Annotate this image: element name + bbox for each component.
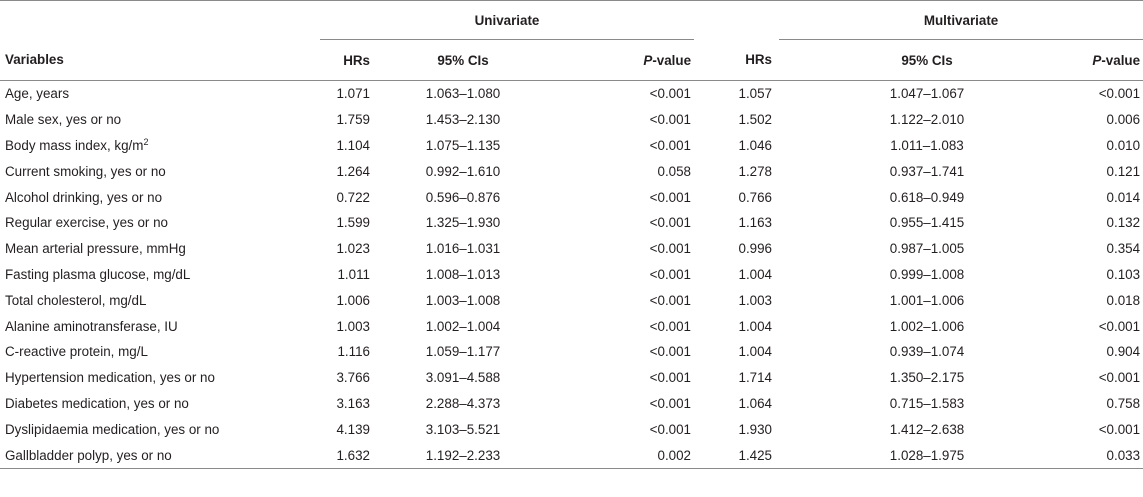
column-header-multivariate-cis: 95% CIs: [841, 40, 1013, 81]
cell-variable: [0, 416, 320, 442]
variable-label: Diabetes medication, yes or no: [5, 395, 189, 411]
cell-multivariate-ci: 0.955–1.415: [889, 215, 965, 231]
column-header-multivariate-pvalue: [1013, 40, 1143, 81]
cell-univariate-p: <0.001: [649, 395, 692, 411]
variable-label: Gallbladder polyp, yes or no: [5, 447, 172, 463]
column-header-univariate-hrs: HRs: [320, 40, 377, 81]
cell-univariate-p: <0.001: [649, 215, 692, 231]
cell-multivariate-ci: 1.002–1.006: [889, 318, 965, 334]
cell-multivariate-p: 0.132: [1106, 215, 1141, 231]
table-row: [0, 133, 1143, 159]
cell-gap: [779, 287, 841, 313]
cell-univariate-hr: 1.006: [336, 292, 370, 308]
cell-gap: [779, 133, 841, 159]
cell-multivariate-p: 0.010: [1106, 137, 1141, 153]
variable-label: Alcohol drinking, yes or no: [5, 189, 163, 205]
table-row: [0, 210, 1143, 236]
table-row: [0, 81, 1143, 107]
cell-multivariate-ci: 0.999–1.008: [889, 266, 965, 282]
cell-variable: [0, 81, 320, 107]
cell-multivariate-ci: 1.350–2.175: [889, 370, 965, 386]
cell-gap: [779, 262, 841, 288]
cell-multivariate-hr: 1.714: [738, 370, 773, 386]
table-row: [0, 339, 1143, 365]
cell-univariate-ci: 1.003–1.008: [425, 292, 501, 308]
cell-univariate-ci: 1.008–1.013: [425, 266, 501, 282]
cell-univariate-hr: 1.104: [336, 137, 370, 153]
table-row: [0, 365, 1143, 391]
cell-univariate-ci: 1.192–2.233: [377, 442, 549, 468]
cell-gap: [779, 184, 841, 210]
cell-multivariate-p: <0.001: [1098, 421, 1141, 437]
cell-univariate-hr: 1.599: [336, 215, 370, 231]
cell-gap: [779, 442, 841, 468]
cell-multivariate-ci: 0.939–1.074: [889, 344, 965, 360]
table-row: [0, 287, 1143, 313]
variable-label: Mean arterial pressure, mmHg: [5, 241, 186, 257]
cell-variable: [0, 391, 320, 417]
cell-multivariate-hr: 1.064: [738, 395, 773, 411]
p-suffix: -value: [652, 52, 692, 68]
variable-label: Body mass index, kg/m: [5, 137, 144, 153]
table-row: [0, 107, 1143, 133]
cell-univariate-ci: 0.596–0.876: [425, 189, 501, 205]
cell-univariate-hr: 1.264: [336, 163, 370, 179]
cell-gap: [779, 158, 841, 184]
cell-variable: [0, 133, 320, 159]
cell-multivariate-hr: 1.004: [738, 266, 773, 282]
variable-label: Dyslipidaemia medication, yes or no: [5, 421, 220, 437]
cell-univariate-hr: 0.722: [336, 189, 370, 205]
cell-variable: [0, 339, 320, 365]
cell-univariate-p: 0.002: [549, 442, 694, 468]
variable-label: Male sex, yes or no: [5, 112, 122, 128]
cell-univariate-p: <0.001: [649, 421, 692, 437]
cell-univariate-p: <0.001: [649, 370, 692, 386]
group-header-univariate: Univariate: [320, 1, 694, 40]
cell-multivariate-p: 0.014: [1106, 189, 1141, 205]
cell-multivariate-hr: 1.057: [738, 86, 773, 102]
cell-gap: [779, 107, 841, 133]
cell-univariate-hr: 1.023: [336, 241, 370, 257]
table-row: [0, 442, 1143, 468]
superscript: 2: [143, 136, 149, 147]
cell-univariate-hr: 1.003: [336, 318, 370, 334]
cell-multivariate-hr: 1.046: [738, 137, 773, 153]
cell-multivariate-p: 0.103: [1106, 266, 1141, 282]
cell-multivariate-ci: 1.028–1.975: [841, 442, 1013, 468]
p-italic: P: [1092, 52, 1102, 68]
cell-multivariate-ci: 1.047–1.067: [889, 86, 965, 102]
table-row: [0, 262, 1143, 288]
cell-multivariate-p: 0.033: [1013, 442, 1143, 468]
cell-univariate-p: <0.001: [649, 241, 692, 257]
cell-multivariate-p: 0.758: [1106, 395, 1141, 411]
cell-variable: [0, 262, 320, 288]
cell-multivariate-ci: 1.412–2.638: [889, 421, 965, 437]
table-row: [0, 158, 1143, 184]
cell-multivariate-p: <0.001: [1098, 318, 1141, 334]
cell-univariate-ci: 1.063–1.080: [425, 86, 501, 102]
cell-univariate-p: <0.001: [649, 112, 692, 128]
cell-gap: [779, 210, 841, 236]
variable-label: Fasting plasma glucose, mg/dL: [5, 266, 191, 282]
cell-gap: [779, 365, 841, 391]
p-italic: P: [643, 52, 653, 68]
p-suffix: -value: [1101, 52, 1141, 68]
variable-label: Alanine aminotransferase, IU: [5, 318, 178, 334]
cell-multivariate-hr: 1.163: [738, 215, 773, 231]
table-row: [0, 313, 1143, 339]
cell-univariate-ci: 1.075–1.135: [425, 137, 501, 153]
group-header-multivariate: Multivariate: [779, 1, 1143, 40]
cell-gap: [779, 416, 841, 442]
cell-gap: [779, 391, 841, 417]
cell-variable: [0, 442, 320, 468]
table-row: [0, 416, 1143, 442]
column-header-univariate-pvalue: [549, 40, 694, 81]
cell-multivariate-p: <0.001: [1098, 86, 1141, 102]
cell-multivariate-hr: 1.930: [738, 421, 773, 437]
cell-multivariate-p: 0.904: [1106, 344, 1141, 360]
variable-label: Regular exercise, yes or no: [5, 215, 168, 231]
cell-univariate-ci: 1.059–1.177: [425, 344, 501, 360]
cell-multivariate-p: <0.001: [1098, 370, 1141, 386]
cell-univariate-ci: 1.016–1.031: [425, 241, 501, 257]
cell-multivariate-hr: 1.003: [738, 292, 773, 308]
cell-multivariate-p: 0.121: [1106, 163, 1141, 179]
cell-univariate-hr: 3.766: [336, 370, 370, 386]
cell-gap: [779, 236, 841, 262]
cell-multivariate-hr: 1.004: [738, 318, 773, 334]
cell-univariate-hr: 1.116: [337, 344, 370, 360]
cell-gap: [779, 313, 841, 339]
cell-gap: [779, 339, 841, 365]
cell-univariate-p: <0.001: [649, 86, 692, 102]
cell-variable: [0, 236, 320, 262]
cell-multivariate-hr: 0.766: [738, 189, 773, 205]
cell-univariate-hr: 3.163: [336, 395, 370, 411]
cell-multivariate-ci: 1.001–1.006: [889, 292, 965, 308]
header-spacer: [0, 1, 320, 40]
table-row: [0, 184, 1143, 210]
cell-multivariate-ci: 0.715–1.583: [889, 395, 965, 411]
variable-label: Age, years: [5, 86, 70, 102]
cell-multivariate-hr: 1.278: [738, 163, 773, 179]
cell-gap: [779, 81, 841, 107]
cell-univariate-ci: 1.325–1.930: [425, 215, 501, 231]
cell-multivariate-p: 0.354: [1106, 241, 1141, 257]
cell-univariate-ci: 3.091–4.588: [425, 370, 501, 386]
cell-univariate-ci: 2.288–4.373: [425, 395, 501, 411]
cell-univariate-ci: 3.103–5.521: [425, 421, 501, 437]
cell-multivariate-ci: 1.011–1.083: [890, 137, 964, 153]
cell-univariate-hr: 4.139: [336, 421, 370, 437]
variable-label: Total cholesterol, mg/dL: [5, 292, 147, 308]
cell-multivariate-hr: 0.996: [738, 241, 773, 257]
cell-multivariate-ci: 0.987–1.005: [889, 241, 965, 257]
cell-multivariate-hr: 1.425: [694, 442, 779, 468]
cell-univariate-p: <0.001: [649, 292, 692, 308]
column-header-multivariate-hrs: HRs: [694, 40, 779, 81]
cell-variable: [0, 107, 320, 133]
cell-multivariate-ci: 0.937–1.741: [889, 163, 965, 179]
variable-label: C-reactive protein, mg/L: [5, 344, 148, 360]
cell-univariate-ci: 1.002–1.004: [425, 318, 501, 334]
cell-multivariate-ci: 1.122–2.010: [889, 112, 965, 128]
cell-univariate-p: <0.001: [649, 318, 692, 334]
cell-variable: [0, 313, 320, 339]
variable-label: Current smoking, yes or no: [5, 163, 166, 179]
cell-univariate-hr: 1.759: [336, 112, 370, 128]
cell-multivariate-p: 0.006: [1106, 112, 1141, 128]
column-header-variables: Variables: [0, 40, 320, 81]
variable-label: Hypertension medication, yes or no: [5, 370, 215, 386]
cell-multivariate-hr: 1.004: [738, 344, 773, 360]
cell-univariate-p: <0.001: [649, 137, 692, 153]
cell-multivariate-ci: 0.618–0.949: [889, 189, 965, 205]
cell-univariate-hr: 1.632: [320, 442, 377, 468]
table-row: [0, 391, 1143, 417]
cell-variable: [0, 287, 320, 313]
table-body: [0, 81, 1143, 469]
cell-variable: [0, 210, 320, 236]
cell-univariate-ci: 1.453–2.130: [425, 112, 501, 128]
cell-univariate-p: 0.058: [657, 163, 692, 179]
cell-multivariate-p: 0.018: [1106, 292, 1141, 308]
cell-univariate-hr: 1.011: [337, 266, 370, 282]
cell-univariate-hr: 1.071: [336, 86, 370, 102]
cell-univariate-ci: 0.992–1.610: [425, 163, 501, 179]
table-row: [0, 236, 1143, 262]
cell-variable: [0, 158, 320, 184]
cell-univariate-p: <0.001: [649, 344, 692, 360]
cell-variable: [0, 184, 320, 210]
cell-univariate-p: <0.001: [649, 189, 692, 205]
column-header-univariate-cis: 95% CIs: [377, 40, 549, 81]
cell-multivariate-hr: 1.502: [738, 112, 773, 128]
header-gap: [694, 1, 779, 40]
cell-variable: [0, 365, 320, 391]
cell-univariate-p: <0.001: [649, 266, 692, 282]
column-header-gap: [779, 40, 841, 81]
